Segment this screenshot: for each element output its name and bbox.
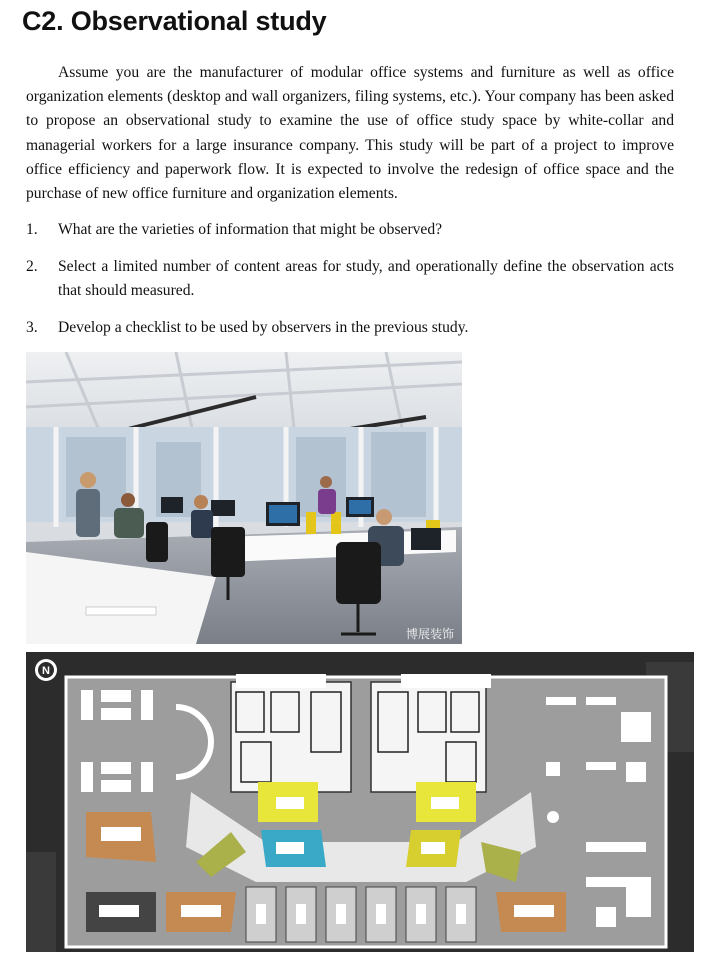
question-number: 3. — [26, 319, 38, 336]
floor-plan-illustration — [26, 652, 694, 952]
intro-paragraph: Assume you are the manufacturer of modular office systems and furniture as well as office organization elements (desktop and wall organizers, filing systems, etc.). Your company has been asked to propose an observational study to examine the use of office study space by white-collar and managerial workers for a large insurance company. This study will be part of a project to improve office efficiency and paperwork flow. It is expected to involve the redesign of office space and the purchase of new office furniture and organization elements. — [26, 64, 674, 203]
north-indicator: N — [42, 665, 50, 677]
question-number: 2. — [26, 258, 38, 275]
question-text: Develop a checklist to be used by observers in the previous study. — [58, 319, 469, 336]
question-text: Select a limited number of content areas for study, and operationally define the observation acts that should measured. — [58, 258, 674, 300]
photo-watermark: 博展装饰 — [405, 627, 454, 641]
office-photo-illustration — [26, 352, 462, 644]
question-number: 1. — [26, 221, 38, 238]
floor-plan — [26, 652, 694, 952]
question-text: What are the varieties of information that might be observed? — [58, 221, 443, 238]
office-photo — [26, 352, 462, 644]
section-title: C2. Observational study — [22, 6, 327, 36]
